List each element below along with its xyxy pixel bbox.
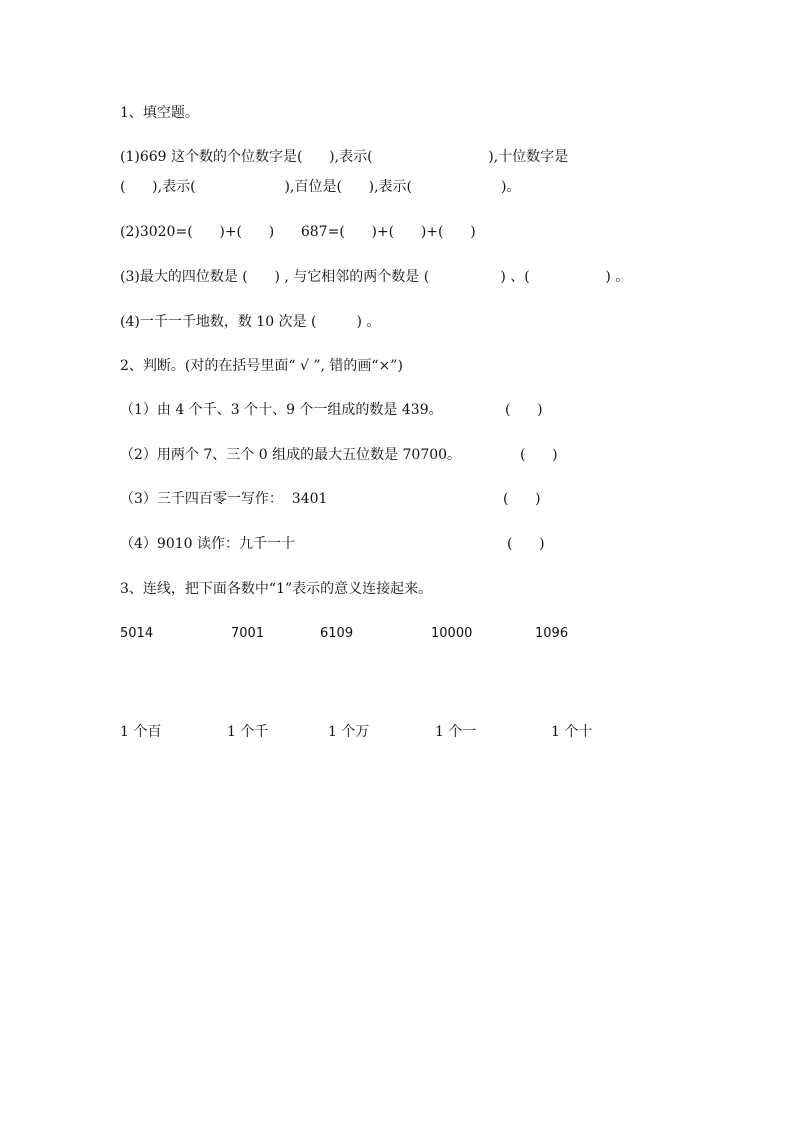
question-2: (2)3020=( )+( ) 687=( )+( )+( ) [120,224,476,240]
question-1-line-1: (1)669 这个数的个位数字是( ),表示( ),十位数字是 [120,149,569,165]
number-item[interactable]: 10000 [431,626,473,641]
judge-item-2-text: （2）用两个 7、三个 0 组成的最大五位数是 70700。 [120,447,462,463]
section1-title: 1、填空题。 [120,105,199,121]
section3-title: 3、连线，把下面各数中“1”表示的意义连接起来。 [120,581,433,597]
meaning-item[interactable]: 1 个十 [551,724,593,740]
judge-item-4-text: （4）9010 读作：九千一十 [120,536,295,552]
question-1-line-2: ( ),表示( ),百位是( ),表示( )。 [120,179,521,195]
meaning-item[interactable]: 1 个百 [120,724,162,740]
number-item[interactable]: 6109 [320,626,354,641]
question-4: (4)一千一千地数，数 10 次是 ( ) 。 [120,314,381,330]
number-item[interactable]: 5014 [120,626,154,641]
judge-item-4-answer[interactable]: ( ) [507,536,545,552]
judge-item-2-answer[interactable]: ( ) [520,447,558,463]
section2-title: 2、判断。(对的在括号里面“ √ ”, 错的画“×”) [120,358,403,374]
number-item[interactable]: 7001 [231,626,265,641]
meaning-item[interactable]: 1 个一 [435,724,477,740]
judge-item-3-answer[interactable]: ( ) [503,491,541,507]
meaning-item[interactable]: 1 个千 [227,724,269,740]
judge-item-3-text: （3）三千四百零一写作： 3401 [120,491,328,507]
number-item[interactable]: 1096 [535,626,569,641]
judge-item-1-answer[interactable]: ( ) [505,402,543,418]
judge-item-1-text: （1）由 4 个千、3 个十、9 个一组成的数是 439。 [120,402,443,418]
question-3: (3)最大的四位数是 ( ) , 与它相邻的两个数是 ( ) 、( ) 。 [120,269,630,285]
meaning-item[interactable]: 1 个万 [328,724,370,740]
